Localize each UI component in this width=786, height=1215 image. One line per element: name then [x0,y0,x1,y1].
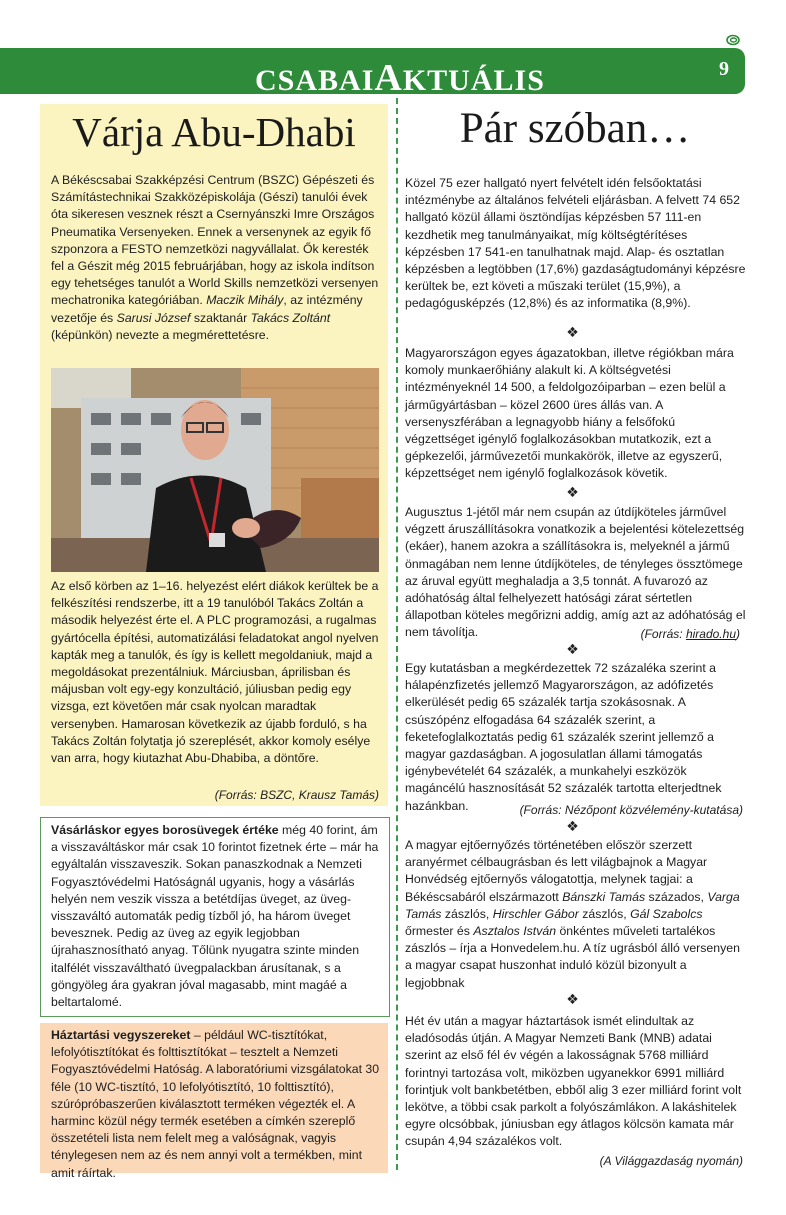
ekaer-source [405,627,740,641]
person-name: Sarusi József [116,310,191,325]
household-chemicals-text [51,1027,381,1182]
news-household-debt: Hét év után a magyar háztartások ismét elindultak az eladósodás útján. A Magyar Nemzeti Bank (MNB) adatai szerint az első fél év végén a lakosságnak 5768 milliárd forintnyi tartozása volt, miközben ugyanekkor 6991 milliárd forintjuk volt bankbetétben, ebből alig 3 ezer milliárd forint volt lekötve, a többi csak parkolt a folyószámlákon. A lakáshitelek egyre olcsóbbak, júniusban egy átlagos kölcsön kamata már csupán 4,94 százalékos volt. [405,1014,742,1149]
news-parachute-championship [405,837,747,992]
title-prefix: CSABAI [255,64,375,97]
person-name: Hirschler Gábor [492,906,579,921]
column-divider [396,98,398,1170]
source-prefix: (Forrás: [640,627,686,641]
parachute-text: A magyar ejtőernyőzés történetében először szerzett aranyérmet célbaugrásban és lett világbajnok a Magyar Honvédség ejtőernyős válogatottja, melynek tagjai: a Békéscsabáról elszármazott [405,838,708,904]
parachute-text: százados, [645,889,708,904]
news-ekaer-reporting [405,504,747,642]
photo-illustration [51,368,379,572]
title-cap: A [374,57,403,99]
news-labor-shortage: Magyarországon egyes ágazatokban, illetve régiókban mára komoly munkaerőhiány alakult ki. A költségvetési intézményeknél 14 500, a feldolgozóiparban – ezen belül a járműgyártásban – közel 2600 üres állás van. A versenyszférában a legnagyobb hiány a felsőfokú végzettséget igénylő foglalkozásokban mutatkozik, ezt a gépkezelői, járművezetői munkakörök, illetve az egyszerű, képzettséget nem igénylő foglalkozások követik. [405,346,734,481]
chem-text: – például WC-tisztítókat, lefolyótisztítókat és folttisztítókat – tesztelt a Nemzeti Fogyasztóvédelmi Hatóság. A laboratóriumi vizsgálatokat 30 féle (10 WC-tisztító, 10 lefolyótisztító, 10 folttisztító), szúrópróbaszerűen kiválasztott terméken végezték el. A harminc közül négy termék esetében a címkén szereplő összetételi lista nem felelt meg a valóságnak, vagyis ténylegesen nem az és nem annyi volt a termékben, mint amit ráírtak. [51,1028,380,1180]
student-photo [51,368,379,572]
article-body: Az első körben az 1–16. helyezést elért diákok kerültek be a felkészítési rendszerbe, itt a 19 tanulóból Takács Zoltán a második helyezést érte el. A PLC programozási, a rugalmas gyártócella építési, automatizálási feladatokat angol nyelven kapták meg a tanulók, és így is kellett megoldaniuk, majd a megoldásokat prezentálniuk. Márciusban, áprilisban és májusban volt egy-egy konzultáció, júliusban pedig egy vizsga, ezt követően már csak nyolcan maradtak versenyben. Hamarosan következik az újabb forduló, s ha Takács Zoltán folytatja jó szereplését, akkor komoly esélye van arra, hogy kiutazhat Abu-Dhabiba, a döntőre. [51,579,379,766]
news-university-admissions: Közel 75 ezer hallgató nyert felvételt idén felsőoktatási intézménybe az általános felvételi eljárásban. A felvett 74 652 hallgató közül állami ösztöndíjas képzésben 57 111-en kezdhetik meg tanulmányaikat, míg költségtérítéses képzésben 17 541-en tanulhatnak majd. Alap- és osztatlan képzésben a legtöbben (17,6%) gazdaságtudományi képzésre kerültek be, ezt követi a műszaki terület (15,9%), a pedagógusképzés (12,8%) és az informatika (8,9%). [405,176,746,311]
news-corruption-survey: Egy kutatásban a megkérdezettek 72 százaléka szerint a hálapénzfizetés jellemző Magyarországon, az adófizetés elkerülését pedig 65 százalék tartja szokásosnak. A csúszópénz elfogadása 64 százalék szerint, a feketefoglalkoztatás pedig 61 százalék szerint jellemző a magyar gazdaságban. A jogosulatlan állami támogatás igénybevételét 64 százalék, a munkahelyi eszközök magáncélú hasznosítását 52 százalék tartotta elterjedtnek hazánkban. [405,661,722,813]
ekaer-text: Augusztus 1-jétől már nem csupán az útdíjköteles járművel végzett áruszállításokra vonatkozik a bejelentési kötelezettség (ekáer), hanem azokra a szállításokra is, melyeknél a jármű önmagában nem lenne útdíjköteles, de tényleges össztömege az áruval együtt meghaladja a 3,5 tonnát. A fuvarozó az adóhatóság által felhelyezett hatósági zárat sértetlen állapotban köteles megőrizni addig, amíg azt az adóhatóság el nem távolítja. [405,505,746,640]
bottle-deposit-text [51,822,381,1011]
bottle-lead: Vásárláskor egyes borosüvegek értéke [51,823,279,837]
intro-text: , az intézmény vezetője és [51,293,363,325]
page-number: 9 [719,58,729,80]
intro-text: A Békéscsabai Szakképzési Centrum (BSZC) Gépészeti és Számítástechnikai Szakközépiskolája (Gészi) tanulói évek óta sikeresen vesznek részt a Csernyánszki Imre Országos Pneumatika Versenyeken. Ennek a versenynek az egyik fő szponzora a FESTO nemzetközi nagyvállalat. Ők keresték fel a Gészit még 2015 februárjában, hogy az iskola indítson egy tehetséges tanulót a World Skills nemzetközi versenyen mechatronika kategóriában. [51,173,379,308]
survey-source: (Forrás: Nézőpont közvélemény-kutatása) [519,803,743,817]
ornament-icon: ❖ [566,642,579,658]
ornament-icon: ❖ [566,325,579,341]
person-name: Varga Tamás [405,889,740,921]
news-briefs-title: Pár szóban… [459,105,691,152]
publication-title [255,56,545,100]
person-name: Gál Szabolcs [630,906,703,921]
parachute-text: zászlós, [578,906,631,921]
ornament-icon: ❖ [566,485,579,501]
parachute-text: zászlós, [441,906,493,921]
article-intro [51,172,381,344]
intro-text: szaktanár [190,310,251,325]
bottle-text: még 40 forint, ám a visszaváltáskor már csak 10 forintot fizetnek érte – már ha egyáltalán visszaveszik. Sokan panaszkodnak a Nemzeti Fogyasztóvédelmi Hatóságnál ugyanis, hogy a vásárlás helyén nem veszik vissza a betétdíjas üveget, az üveg-visszaváltó automaták pedig tízből jó, ha három üveget bevesznek. Pedig az üveg az egyik legjobban újrahasznosítható anyag. Tőlünk nyugatra szinte minden italfélét visszaváltható üvegpalackban árusítanak, s a göngyöleg ára gyakran jóval magasabb, mint magáé a beltartalomé. [51,823,379,1010]
person-name: Maczik Mihály [206,293,284,308]
ornament-icon: ❖ [566,992,579,1008]
article-source: (Forrás: BSZC, Krausz Tamás) [214,788,379,802]
hirado-link[interactable]: hirado.hu [685,627,736,641]
swirl-logo-icon [726,34,740,46]
person-name: Takács Zoltánt [250,310,331,325]
chem-lead: Háztartási vegyszereket [51,1028,191,1042]
header-bar [0,48,745,99]
person-name: Bánszki Tamás [562,889,646,904]
article-title: Várja Abu-Dhabi [72,109,356,155]
parachute-text: önkéntes műveleti tartalékos zászlós – írja a Honvedelem.hu. A tíz ugrásból álló versenyen a magyar csapat huszonhat induló közül bizonyult a legjobbnak [405,924,740,990]
source-suffix: ) [736,627,740,641]
ornament-icon: ❖ [566,819,579,835]
intro-text: (képünkön) nevezte a megmérettetésre. [51,327,270,342]
debt-source: (A Világgazdaság nyomán) [599,1154,743,1168]
person-name: Asztalos István [473,924,557,939]
title-rest: KTUÁLIS [402,64,545,97]
parachute-text: őrmester és [405,924,474,939]
